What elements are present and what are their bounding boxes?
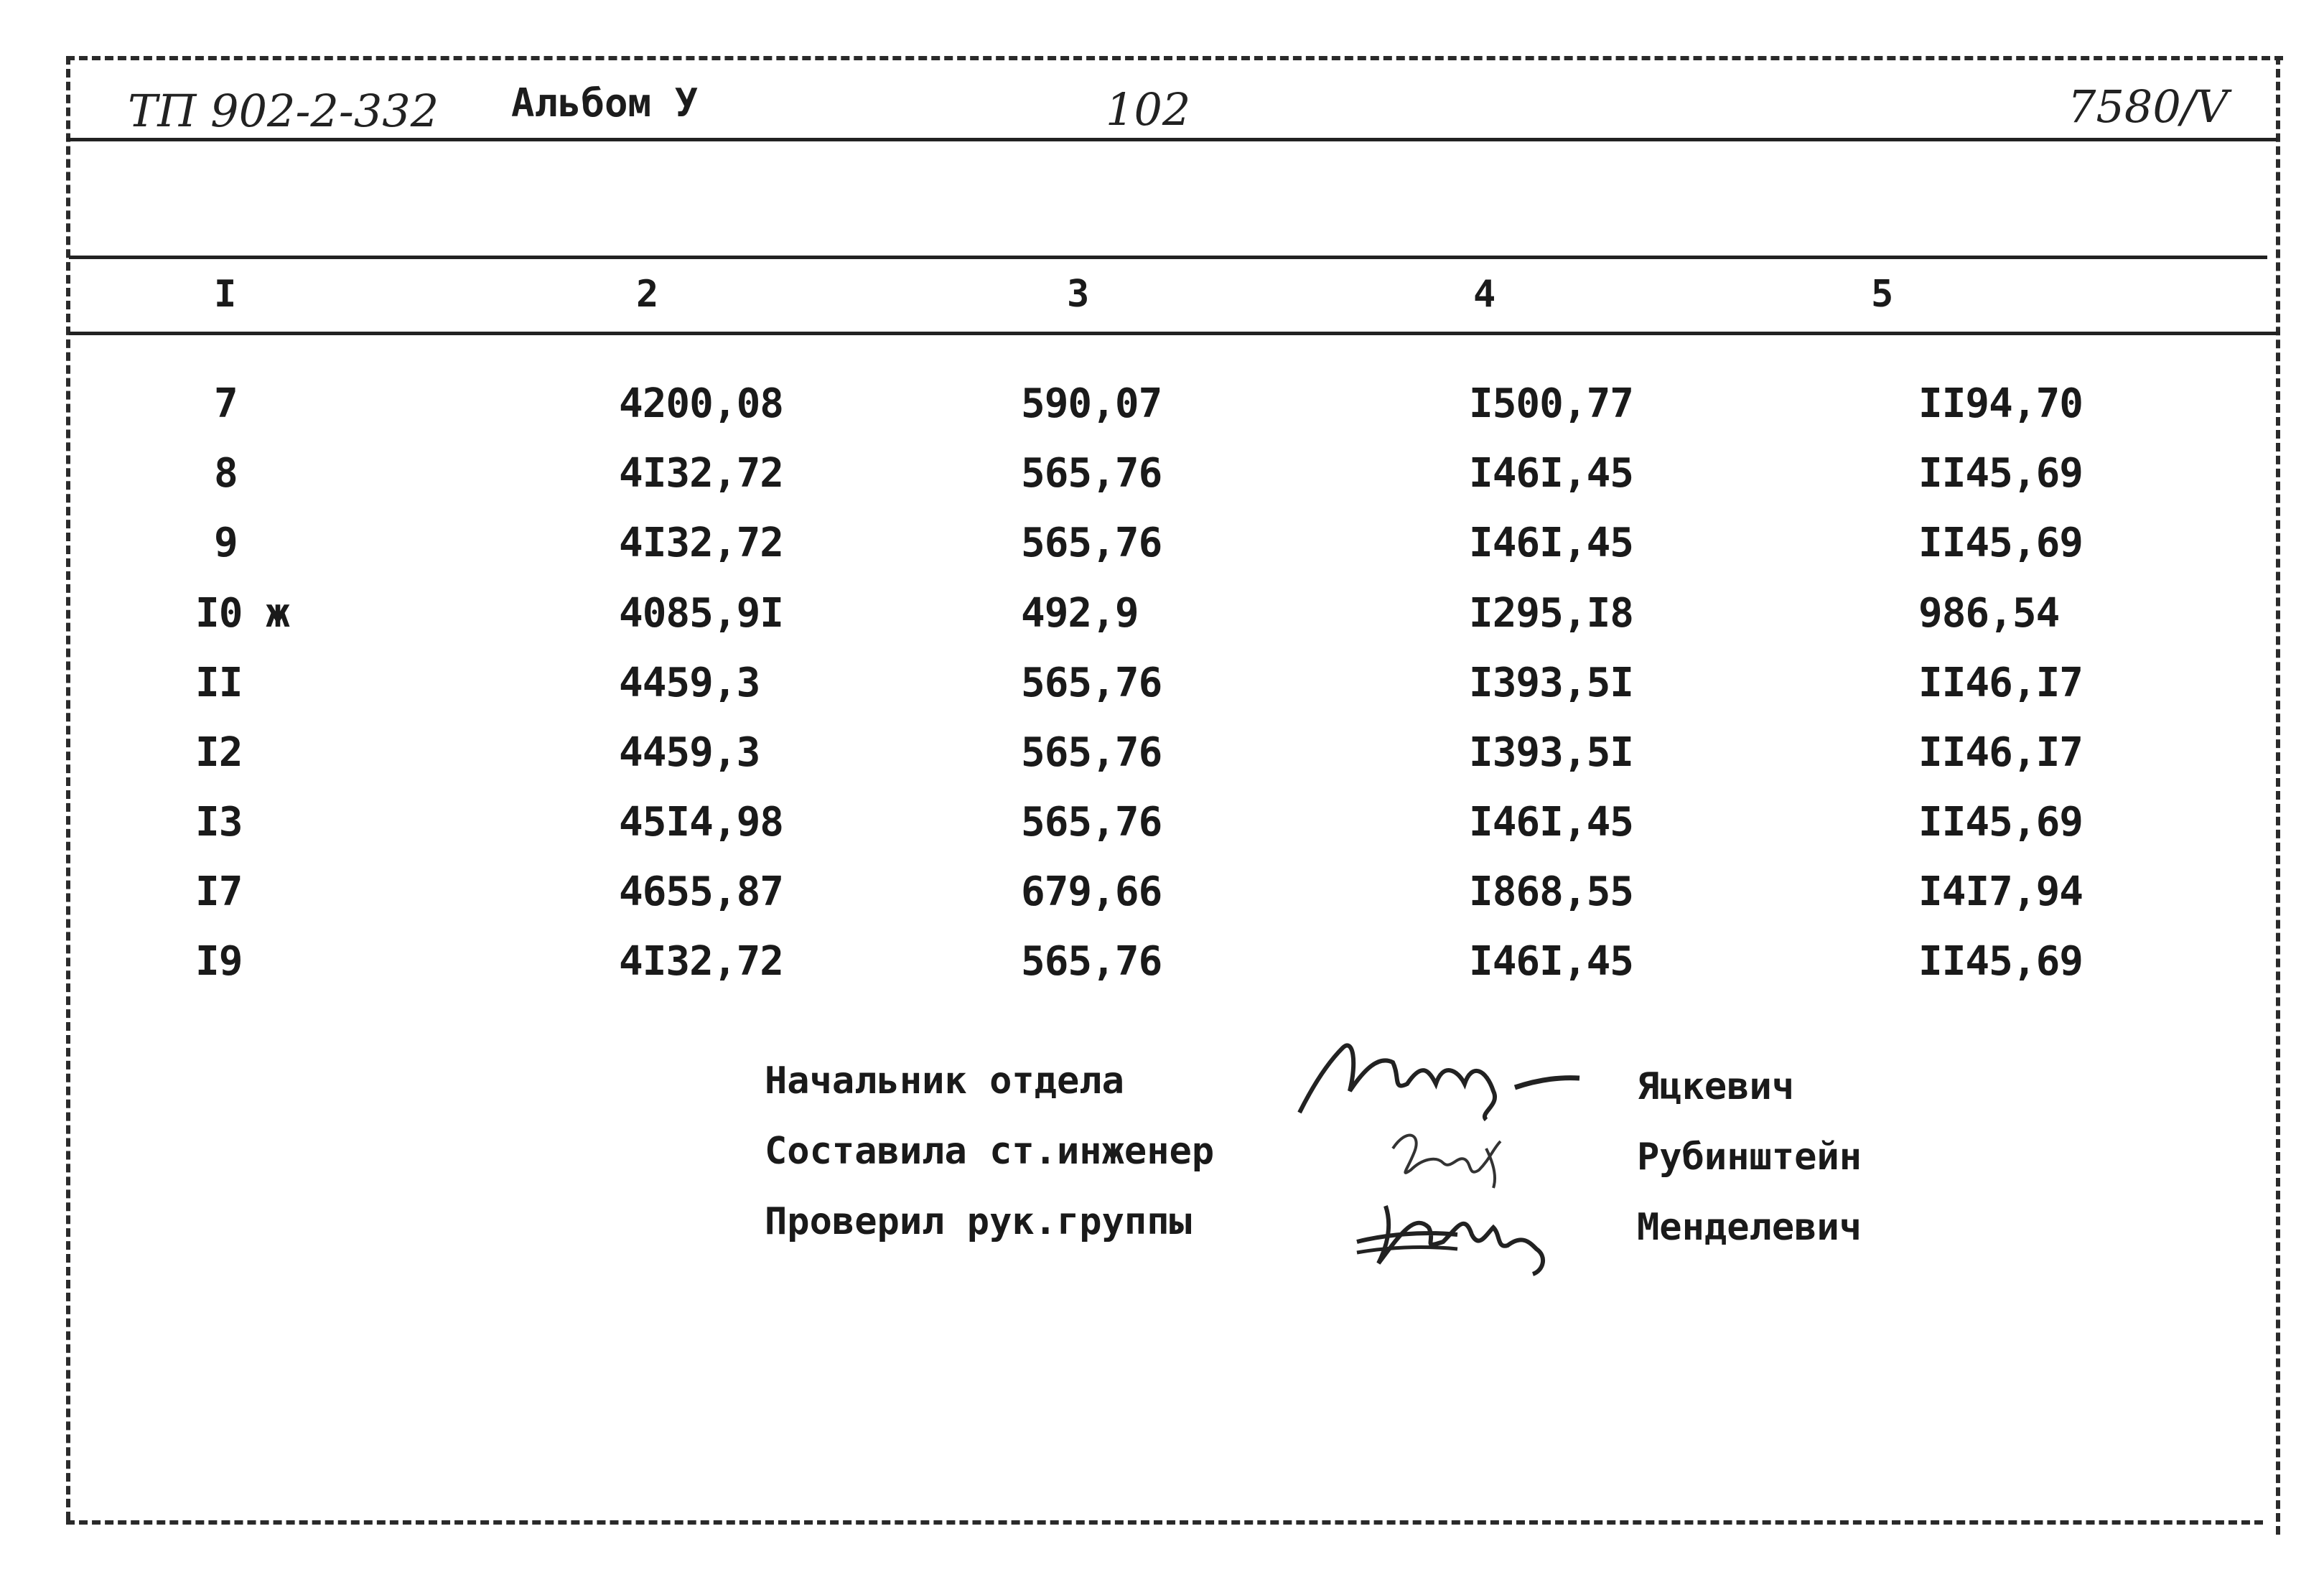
table-cell: 565,76	[1021, 729, 1162, 776]
table-cell: 4I32,72	[619, 938, 784, 985]
table-cell: 679,66	[1021, 869, 1162, 915]
doc-number: 7580/V	[2068, 80, 2229, 133]
header-rule	[66, 138, 2277, 141]
column-header-1: I	[214, 273, 237, 316]
table-cell: II	[195, 660, 243, 706]
signer-name: Яцкевич	[1637, 1065, 1795, 1108]
table-cell: 4459,3	[619, 729, 760, 776]
frame-left-border	[66, 56, 70, 1520]
table-cell: 4I32,72	[619, 450, 784, 497]
table-cell: 565,76	[1021, 660, 1162, 706]
table-cell: I295,I8	[1469, 590, 1634, 637]
table-header-top-rule	[69, 256, 2267, 259]
column-header-2: 2	[636, 273, 659, 316]
table-cell: 8	[214, 450, 238, 497]
table-cell: I46I,45	[1469, 799, 1634, 846]
table-cell: 565,76	[1021, 450, 1162, 497]
signer-name: Рубинштейн	[1637, 1136, 1862, 1179]
column-header-5: 5	[1871, 273, 1894, 316]
signer-title: Составила ст.инженер	[765, 1130, 1215, 1173]
signer-title: Начальник отдела	[765, 1059, 1124, 1103]
table-cell: 4200,08	[619, 380, 784, 427]
table-cell: 4I32,72	[619, 520, 784, 566]
table-cell: I2	[195, 729, 243, 776]
table-cell: II45,69	[1918, 938, 2083, 985]
table-cell: 492,9	[1021, 590, 1139, 637]
table-cell: II45,69	[1918, 450, 2083, 497]
album-label: Альбом У	[511, 80, 699, 126]
table-cell: I46I,45	[1469, 450, 1634, 497]
table-cell: II45,69	[1918, 520, 2083, 566]
table-cell: 7	[214, 380, 238, 427]
table-cell: I393,5I	[1469, 729, 1634, 776]
table-cell: 4655,87	[619, 869, 784, 915]
table-cell: I500,77	[1469, 380, 1634, 427]
table-cell: 590,07	[1021, 380, 1162, 427]
page-number: 102	[1106, 83, 1191, 136]
table-cell: I0 ж	[195, 590, 289, 637]
table-cell: 986,54	[1918, 590, 2060, 637]
doc-code: ТП 902-2-332	[128, 85, 439, 137]
table-cell: 4085,9I	[619, 590, 784, 637]
table-cell: 565,76	[1021, 938, 1162, 985]
frame-right-border	[2276, 56, 2280, 1535]
table-cell: 4459,3	[619, 660, 760, 706]
table-cell: 45I4,98	[619, 799, 784, 846]
column-header-3: 3	[1067, 273, 1090, 316]
table-cell: I4I7,94	[1918, 869, 2083, 915]
table-cell: II46,I7	[1918, 660, 2083, 706]
table-cell: II46,I7	[1918, 729, 2083, 776]
table-cell: I9	[195, 938, 243, 985]
signer-name: Менделевич	[1637, 1206, 1862, 1249]
handwritten-signature	[1285, 1019, 1587, 1127]
table-cell: II94,70	[1918, 380, 2083, 427]
frame-bottom-border	[66, 1520, 2263, 1525]
table-cell: I7	[195, 869, 243, 915]
column-header-4: 4	[1473, 273, 1496, 316]
table-cell: I3	[195, 799, 243, 846]
table-cell: I46I,45	[1469, 520, 1634, 566]
table-cell: 565,76	[1021, 520, 1162, 566]
table-cell: I868,55	[1469, 869, 1634, 915]
table-cell: I46I,45	[1469, 938, 1634, 985]
table-cell: I393,5I	[1469, 660, 1634, 706]
table-header-bottom-rule	[69, 332, 2280, 335]
handwritten-signature	[1378, 1120, 1522, 1192]
signer-title: Проверил рук.группы	[765, 1200, 1192, 1243]
frame-top-border	[66, 56, 2283, 60]
table-cell: 9	[214, 520, 238, 566]
table-cell: II45,69	[1918, 799, 2083, 846]
table-cell: 565,76	[1021, 799, 1162, 846]
handwritten-signature	[1343, 1184, 1572, 1278]
